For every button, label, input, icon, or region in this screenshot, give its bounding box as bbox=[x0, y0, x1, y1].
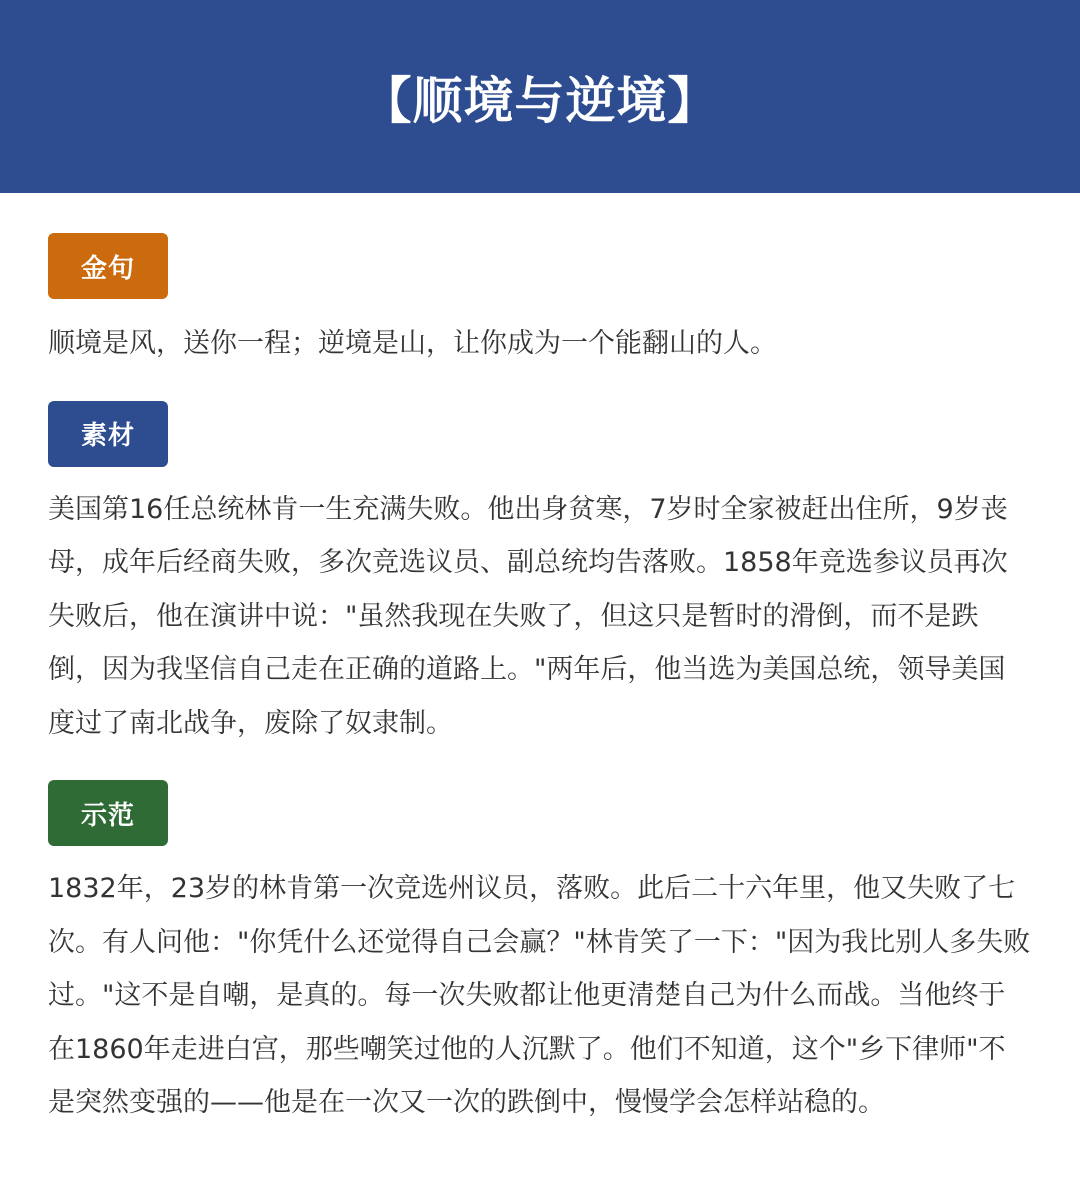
tag-golden-quote: 金句 bbox=[48, 233, 168, 299]
page-title: 【顺境与逆境】 bbox=[361, 71, 719, 130]
header-banner bbox=[0, 0, 1080, 193]
golden-quote-text: 顺境是风，送你一程；逆境是山，让你成为一个能翻山的人。 bbox=[48, 328, 777, 359]
section-material bbox=[48, 401, 1032, 751]
demonstration-text: 1832年，23岁的林肯第一次竞选州议员，落败。此后二十六年里，他又失败了七次。有人问他："你凭什么还觉得自己会赢？"林肯笑了一下："因为我比别人多失败过。"这不是自嘲，是真的。每一次失败都让他更清楚自己为什么而战。当他终于在1860年走进白宫，那些嘲笑过他的人沉默了。他们不知道，这个"乡下律师"不是突然变强的——他是在一次又一次的跌倒中，慢慢学会怎样站稳的。 bbox=[48, 873, 1031, 1118]
section-demonstration bbox=[48, 780, 1032, 1130]
content-area bbox=[0, 193, 1080, 1130]
section-golden-quote bbox=[48, 233, 1032, 371]
tag-demonstration: 示范 bbox=[48, 780, 168, 846]
tag-material: 素材 bbox=[48, 401, 168, 467]
material-text: 美国第16任总统林肯一生充满失败。他出身贫寒，7岁时全家被赶出住所，9岁丧母，成年后经商失败，多次竞选议员、副总统均告落败。1858年竞选参议员再次失败后，他在演讲中说："虽然我现在失败了，但这只是暂时的滑倒，而不是跌倒，因为我坚信自己走在正确的道路上。"两年后，他当选为美国总统，领导美国度过了南北战争，废除了奴隶制。 bbox=[48, 493, 1008, 739]
